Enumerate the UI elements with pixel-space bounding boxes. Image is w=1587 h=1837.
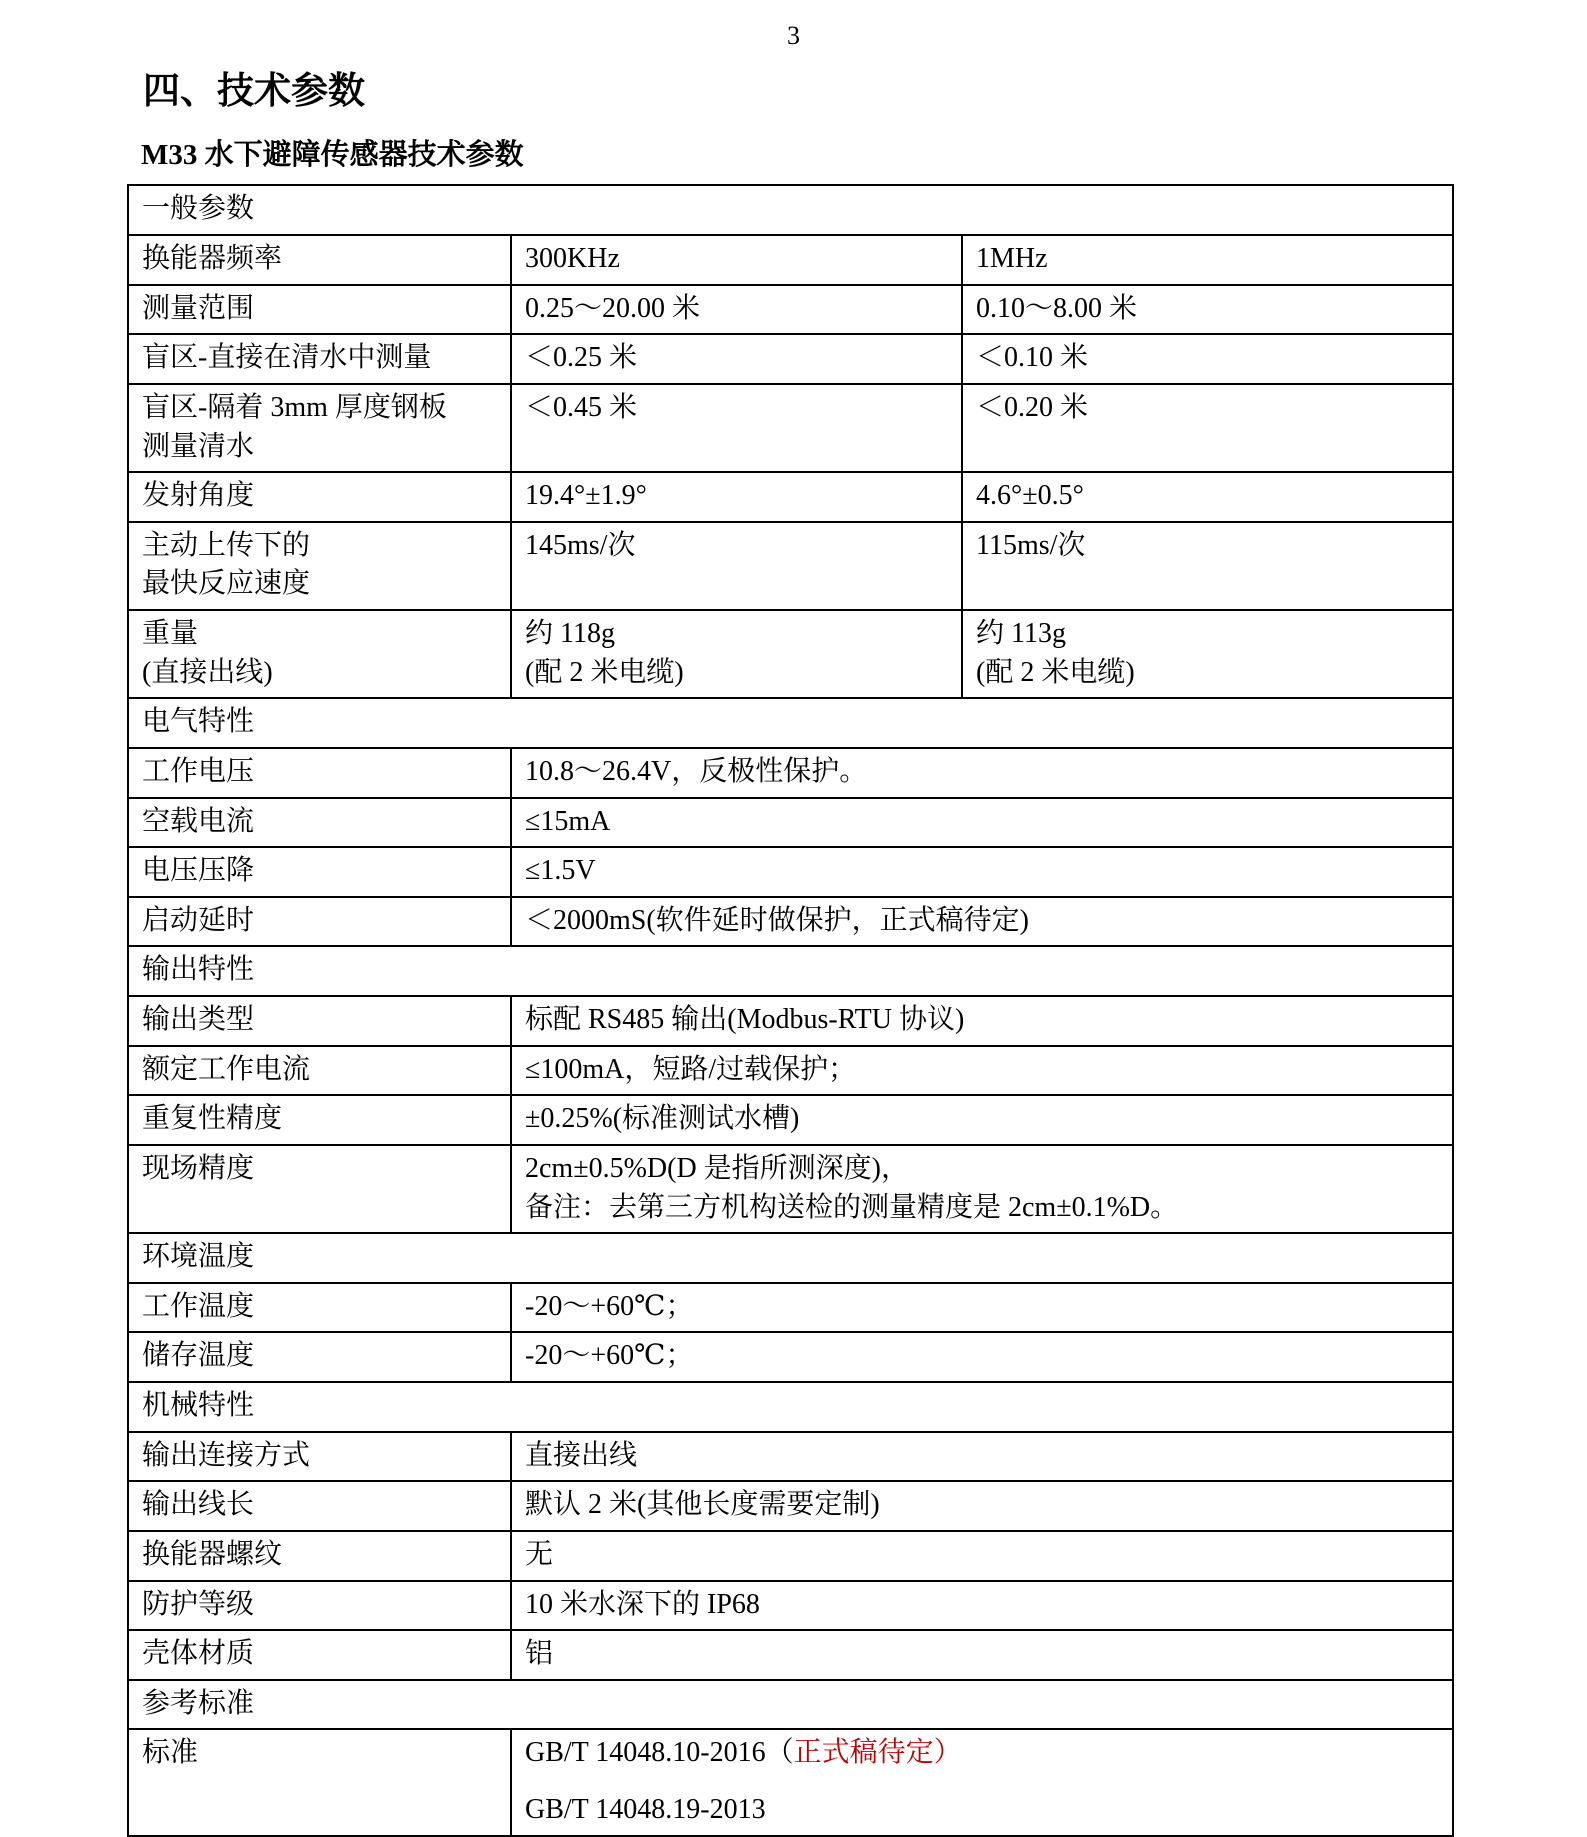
param-value-cell-300khz: [511, 610, 962, 698]
param-label-cell: 换能器螺纹: [128, 1531, 511, 1581]
param-value-cell: ≤1.5V: [511, 847, 1453, 897]
param-label-line1: 重量: [142, 618, 199, 650]
param-label-cell: 输出连接方式: [128, 1432, 511, 1482]
param-row-cable-length: [128, 1481, 1453, 1531]
param-value-cell-1mhz: 0.10～8.00 米: [962, 285, 1453, 335]
param-value-cell-1mhz: 4.6°±0.5°: [962, 472, 1453, 522]
param-label-cell: 空载电流: [128, 798, 511, 848]
section-header-cell: 机械特性: [128, 1382, 1453, 1432]
standard-line1-prefix: GB/T 14048.10-2016（: [525, 1737, 794, 1769]
param-label-cell: 测量范围: [128, 285, 511, 335]
param-row-operating-temperature: [128, 1283, 1453, 1333]
param-label-line1: 盲区-隔着 3mm 厚度钢板: [142, 391, 447, 423]
param-value-cell: ≤15mA: [511, 798, 1453, 848]
param-label-line1: 主动上传下的: [142, 529, 311, 561]
param-label-cell: 输出类型: [128, 996, 511, 1046]
table-title: M33 水下避障传感器技术参数: [141, 139, 524, 172]
param-row-noload-current: [128, 798, 1453, 848]
param-label-line2: 测量清水: [142, 430, 255, 462]
param-row-output-connection: [128, 1432, 1453, 1482]
section-header-cell: 电气特性: [128, 698, 1453, 748]
param-label-cell: 壳体材质: [128, 1630, 511, 1680]
param-value-cell-300khz: 300KHz: [511, 235, 962, 285]
param-row-transducer-thread: [128, 1531, 1453, 1581]
param-value-cell: ＜2000mS(软件延时做保护，正式稿待定): [511, 897, 1453, 947]
param-value-cell: ≤100mA，短路/过载保护；: [511, 1046, 1453, 1096]
section-row-ambient-temperature: [128, 1233, 1453, 1283]
section-row-general: [128, 185, 1453, 235]
param-value-cell: 铝: [511, 1630, 1453, 1680]
param-value-line2: (配 2 米电缆): [525, 656, 684, 688]
param-value-line1: 约 118g: [525, 618, 615, 650]
section-row-mechanical: [128, 1382, 1453, 1432]
param-label-cell: 现场精度: [128, 1145, 511, 1233]
standard-line1-red-note: 正式稿待定）: [793, 1737, 962, 1769]
param-row-protection-rating: [128, 1581, 1453, 1631]
param-row-operating-voltage: [128, 748, 1453, 798]
section-row-reference-standard: [128, 1680, 1453, 1730]
param-label-cell: 重复性精度: [128, 1095, 511, 1145]
param-label-line2: (直接出线): [142, 656, 273, 688]
param-label-cell: 防护等级: [128, 1581, 511, 1631]
param-label-line2: 最快反应速度: [142, 568, 311, 600]
param-label-cell: 换能器频率: [128, 235, 511, 285]
standard-line1: [525, 1734, 1439, 1773]
param-label-cell: 盲区-直接在清水中测量: [128, 334, 511, 384]
param-value-cell: [511, 1729, 1453, 1835]
param-value-line1: 2cm±0.5%D(D 是指所测深度)，: [525, 1152, 909, 1184]
section-row-electrical: [128, 698, 1453, 748]
param-row-repeatability: [128, 1095, 1453, 1145]
param-value-cell-1mhz: ＜0.20 米: [962, 384, 1453, 472]
param-row-transducer-frequency: [128, 235, 1453, 285]
param-value-cell-1mhz: ＜0.10 米: [962, 334, 1453, 384]
standard-line2: GB/T 14048.19-2013: [525, 1794, 766, 1826]
param-row-rated-current: [128, 1046, 1453, 1096]
param-value-cell: ±0.25%(标准测试水槽): [511, 1095, 1453, 1145]
param-label-cell: 启动延时: [128, 897, 511, 947]
param-row-weight: [128, 610, 1453, 698]
param-label-cell: 电压压降: [128, 847, 511, 897]
param-value-cell: 无: [511, 1531, 1453, 1581]
section-header-cell: 输出特性: [128, 946, 1453, 996]
page-number: 3: [787, 21, 800, 50]
param-label-cell: 输出线长: [128, 1481, 511, 1531]
param-row-beam-angle: [128, 472, 1453, 522]
param-row-blindzone-clearwater: [128, 334, 1453, 384]
param-value-cell: [511, 1145, 1453, 1233]
section-header-cell: 环境温度: [128, 1233, 1453, 1283]
param-value-line2: 备注：去第三方机构送检的测量精度是 2cm±0.1%D。: [525, 1191, 1179, 1223]
param-value-cell-300khz: 145ms/次: [511, 522, 962, 610]
section-header-cell: 一般参数: [128, 185, 1453, 235]
param-label-cell: 工作温度: [128, 1283, 511, 1333]
param-label-cell: 发射角度: [128, 472, 511, 522]
param-label-cell: 标准: [128, 1729, 511, 1835]
param-value-cell: -20～+60℃；: [511, 1283, 1453, 1333]
param-row-housing-material: [128, 1630, 1453, 1680]
param-value-cell-1mhz: [962, 610, 1453, 698]
param-row-response-speed: [128, 522, 1453, 610]
section-heading: 四、技术参数: [143, 70, 365, 112]
param-value-line2: (配 2 米电缆): [976, 656, 1135, 688]
param-label-cell: 储存温度: [128, 1332, 511, 1382]
param-value-cell: 直接出线: [511, 1432, 1453, 1482]
param-label-cell: [128, 384, 511, 472]
param-row-startup-delay: [128, 897, 1453, 947]
param-value-cell-1mhz: 115ms/次: [962, 522, 1453, 610]
param-value-line1: 约 113g: [976, 618, 1066, 650]
param-value-cell-1mhz: 1MHz: [962, 235, 1453, 285]
param-label-cell: [128, 522, 511, 610]
param-value-cell: 10 米水深下的 IP68: [511, 1581, 1453, 1631]
param-label-cell: 工作电压: [128, 748, 511, 798]
param-row-output-type: [128, 996, 1453, 1046]
param-row-blindzone-steelplate: [128, 384, 1453, 472]
param-row-field-accuracy: [128, 1145, 1453, 1233]
param-value-cell: 10.8～26.4V，反极性保护。: [511, 748, 1453, 798]
param-row-storage-temperature: [128, 1332, 1453, 1382]
param-value-cell: 标配 RS485 输出(Modbus-RTU 协议): [511, 996, 1453, 1046]
param-value-cell-300khz: ＜0.45 米: [511, 384, 962, 472]
spec-table: [127, 184, 1454, 1836]
section-row-output: [128, 946, 1453, 996]
param-value-cell: 默认 2 米(其他长度需要定制): [511, 1481, 1453, 1531]
param-value-cell-300khz: ＜0.25 米: [511, 334, 962, 384]
param-row-measuring-range: [128, 285, 1453, 335]
param-label-cell: 额定工作电流: [128, 1046, 511, 1096]
section-header-cell: 参考标准: [128, 1680, 1453, 1730]
param-row-standard: [128, 1729, 1453, 1835]
param-label-cell: [128, 610, 511, 698]
param-row-voltage-drop: [128, 847, 1453, 897]
param-value-cell-300khz: 0.25～20.00 米: [511, 285, 962, 335]
param-value-cell-300khz: 19.4°±1.9°: [511, 472, 962, 522]
param-value-cell: -20～+60℃；: [511, 1332, 1453, 1382]
